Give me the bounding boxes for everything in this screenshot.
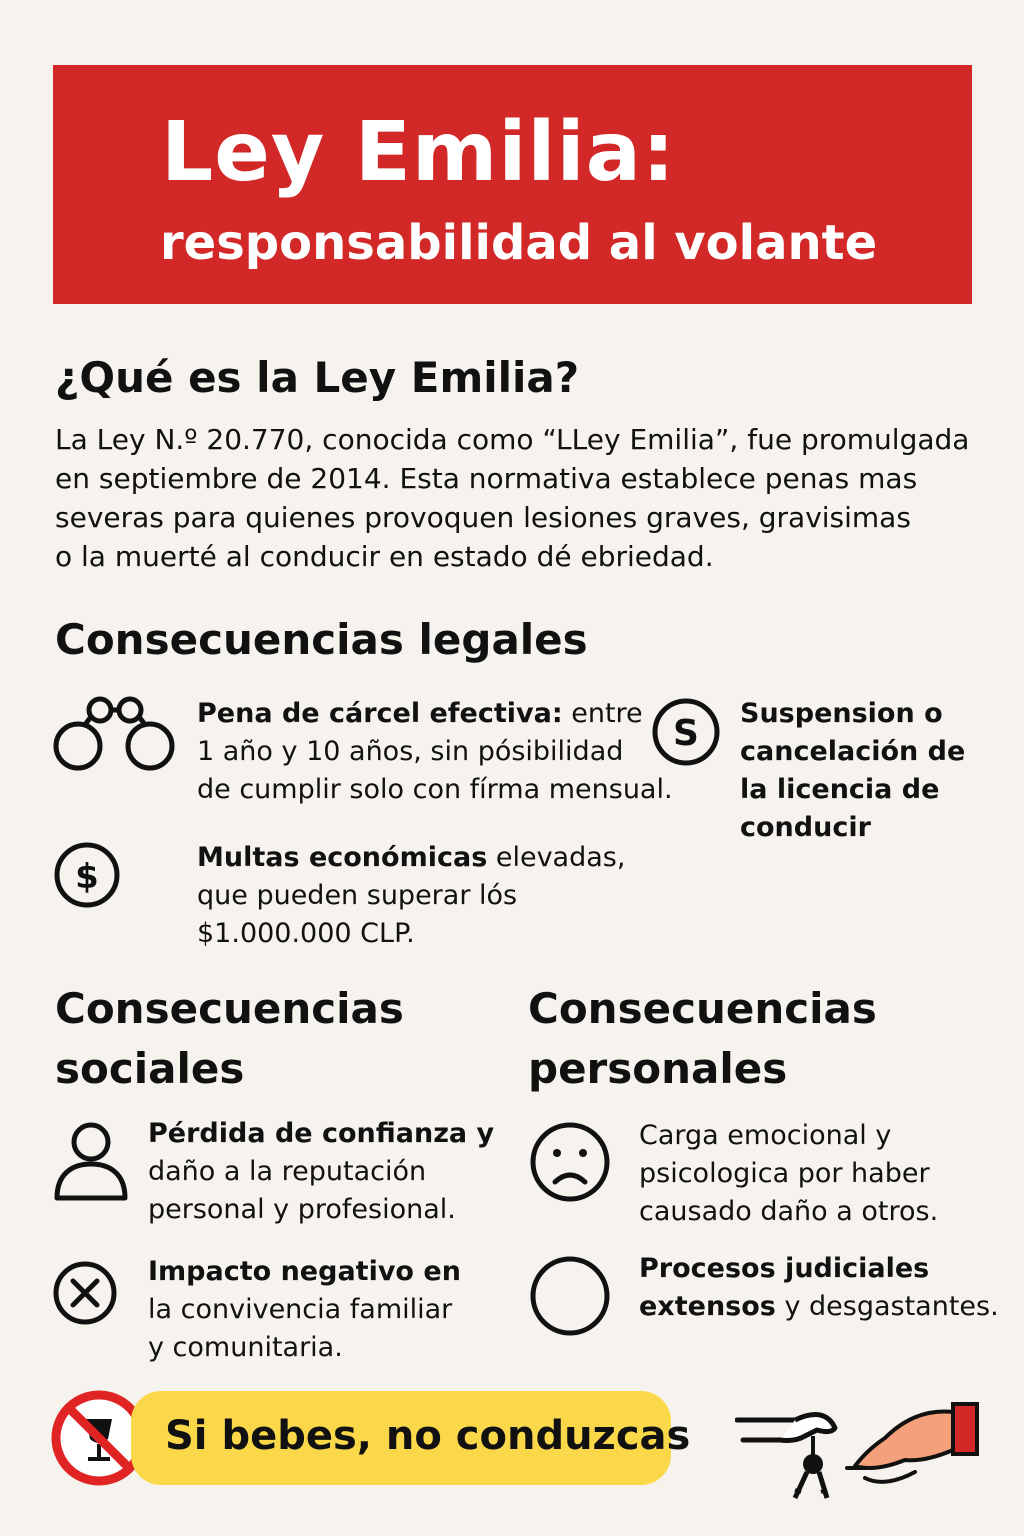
circle-x-icon [52,1260,118,1326]
social-item-impact: Impacto negativo en la convivencia familiar y comunitaria. [148,1256,461,1363]
svg-text:$: $ [75,857,99,897]
handcuffs-icon [50,690,180,780]
social-heading: Consecuencias sociales [55,984,404,1093]
personal-item-emotional: Carga emocional y psicologica por haber causado daño a otros. [639,1120,939,1227]
legal-item-jail: Pena de cárcel efectiva: entre 1 año y 10 años, sin pósibilidad de cumplir solo con fírma mensual. [197,698,673,805]
cta-banner [131,1391,691,1485]
cta-text: Si bebes, no conduzcas [165,1413,691,1459]
sad-face-icon [528,1120,612,1204]
legal-heading: Consecuencias legales [55,615,588,664]
personal-item-judicial: Procesos judiciales extensos y desgastantes. [639,1253,999,1322]
handing-keys-icon [735,1398,985,1508]
svg-text:S: S [673,713,699,754]
social-item-trust: Pérdida de confianza y daño a la reputación personal y profesional. [148,1118,495,1225]
dollar-coin-icon [52,840,122,910]
license-suspension-icon [650,696,722,768]
legal-item-fines: Multas económicas elevadas, que pueden superar lós $1.000.000 CLP. [197,842,626,949]
intro-text: La Ley N.º 20.770, conocida como “LLey Emilia”, fue promulgada en septiembre de 2014. Esta normativa establece penas mas severas para quienes provoquen lesiones graves, gravisimas o la muerté al conducir en estado dé ebriedad. [55,423,970,573]
page-subtitle: responsabilidad al volante [160,215,878,271]
empty-circle-icon [528,1254,612,1338]
legal-item-license: Suspension o cancelación de la licencia de conducir [740,698,966,843]
intro-heading: ¿Qué es la Ley Emilia? [55,353,580,402]
title-banner [53,65,972,304]
page-title: Ley Emilia: [161,105,676,200]
person-icon [52,1120,130,1204]
personal-heading: Consecuencias personales [528,984,877,1093]
